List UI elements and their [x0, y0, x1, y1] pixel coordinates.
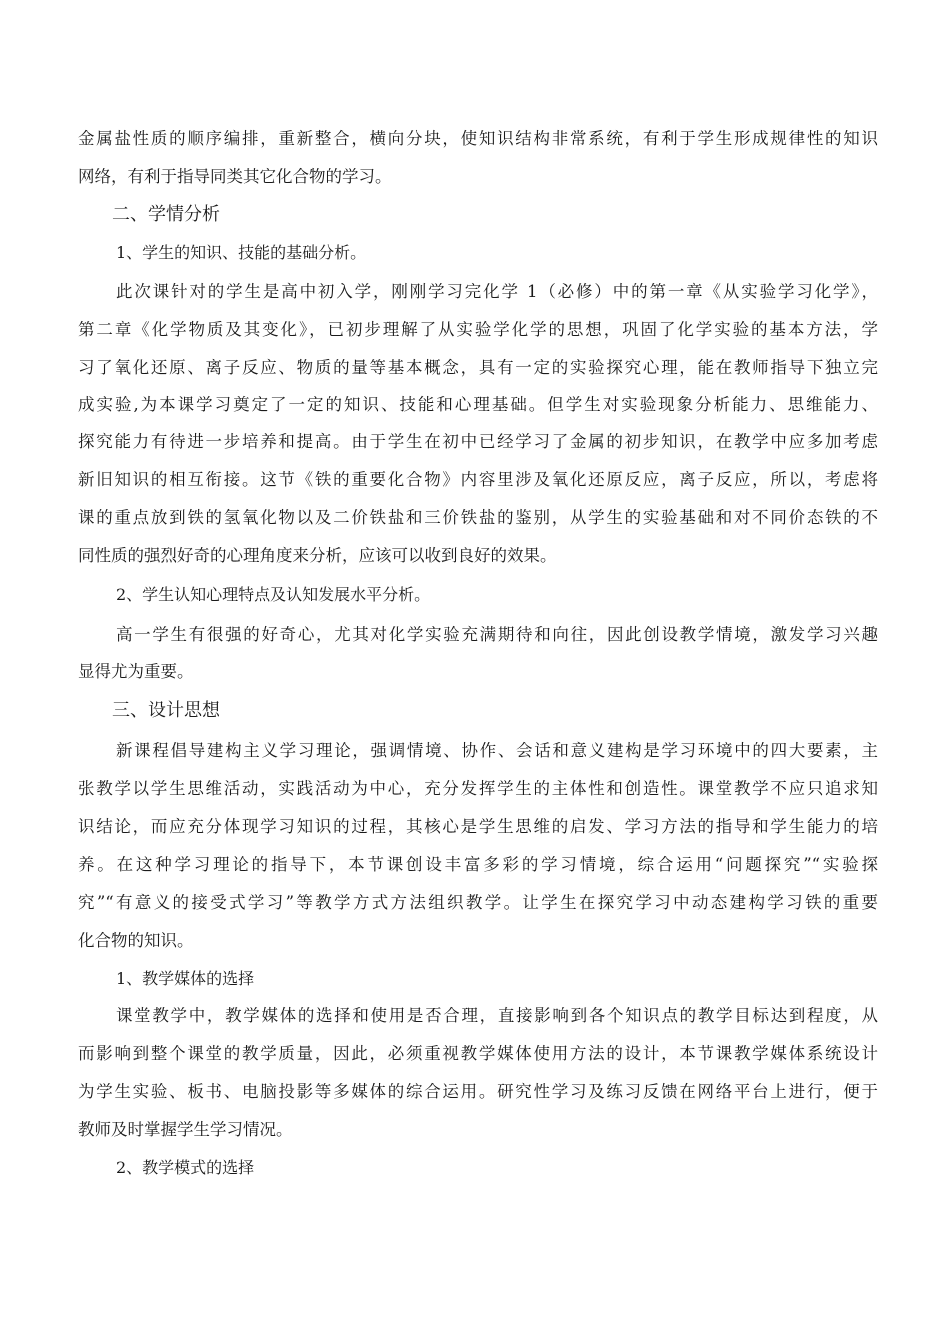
- section-heading: 三、设计思想: [112, 700, 220, 721]
- paragraph-line: 习了氧化还原、离子反应、物质的量等基本概念，具有一定的实验探究心理，能在教师指导下独立完: [78, 358, 878, 377]
- subsection-heading: 2、学生认知心理特点及认知发展水平分析。: [116, 585, 431, 604]
- paragraph-line: 养。在这种学习理论的指导下，本节课创设丰富多彩的学习情境，综合运用“问题探究”“实验探: [78, 855, 878, 874]
- paragraph-line: 此次课针对的学生是高中初入学，刚刚学习完化学 1（必修）中的第一章《从实验学习化学》，: [116, 282, 878, 301]
- paragraph-line: 显得尤为重要。: [78, 662, 194, 681]
- paragraph-line: 课的重点放到铁的氢氧化物以及二价铁盐和三价铁盐的鉴别，从学生的实验基础和对不同价态铁的不: [78, 508, 878, 527]
- paragraph-line: 第二章《化学物质及其变化》，已初步理解了从实验学化学的思想，巩固了化学实验的基本方法，学: [78, 320, 878, 339]
- section-heading: 二、学情分析: [112, 204, 220, 225]
- paragraph-line: 化合物的知识。: [78, 931, 194, 950]
- paragraph-line: 高一学生有很强的好奇心，尤其对化学实验充满期待和向往，因此创设教学情境，激发学习兴趣: [116, 625, 878, 644]
- subsection-heading: 1、学生的知识、技能的基础分析。: [116, 243, 367, 262]
- paragraph-line: 张教学以学生思维活动，实践活动为中心，充分发挥学生的主体性和创造性。课堂教学不应只追求知: [78, 779, 878, 798]
- paragraph-line: 探究能力有待进一步培养和提高。由于学生在初中已经学习了金属的初步知识，在教学中应多加考虑: [78, 432, 878, 451]
- paragraph-line: 同性质的强烈好奇的心理角度来分析，应该可以收到良好的效果。: [78, 546, 557, 565]
- paragraph-line: 金属盐性质的顺序编排，重新整合，横向分块，使知识结构非常系统，有利于学生形成规律性的知识: [78, 129, 878, 148]
- paragraph-line: 教师及时掌握学生学习情况。: [78, 1120, 293, 1139]
- paragraph-line: 新课程倡导建构主义学习理论，强调情境、协作、会话和意义建构是学习环境中的四大要素，主: [116, 741, 878, 760]
- paragraph-line: 而影响到整个课堂的教学质量，因此，必须重视教学媒体使用方法的设计，本节课教学媒体系统设计: [78, 1044, 878, 1063]
- paragraph-line: 课堂教学中，教学媒体的选择和使用是否合理，直接影响到各个知识点的教学目标达到程度，从: [116, 1006, 878, 1025]
- paragraph-line: 成实验,为本课学习奠定了一定的知识、技能和心理基础。但学生对实验现象分析能力、思维能力、: [78, 395, 878, 414]
- paragraph-line: 新旧知识的相互衔接。这节《铁的重要化合物》内容里涉及氧化还原反应，离子反应，所以，考虑将: [78, 470, 878, 489]
- paragraph-line: 究”“有意义的接受式学习”等教学方式方法组织教学。让学生在探究学习中动态建构学习铁的重要: [78, 893, 878, 912]
- paragraph-line: 网络，有利于指导同类其它化合物的学习。: [78, 167, 392, 186]
- paragraph-line: 为学生实验、板书、电脑投影等多媒体的综合运用。研究性学习及练习反馈在网络平台上进行，便于: [78, 1082, 878, 1101]
- paragraph-line: 识结论，而应充分体现学习知识的过程，其核心是学生思维的启发、学习方法的指导和学生能力的培: [78, 817, 878, 836]
- subsection-heading: 2、教学模式的选择: [116, 1158, 255, 1177]
- subsection-heading: 1、教学媒体的选择: [116, 969, 255, 988]
